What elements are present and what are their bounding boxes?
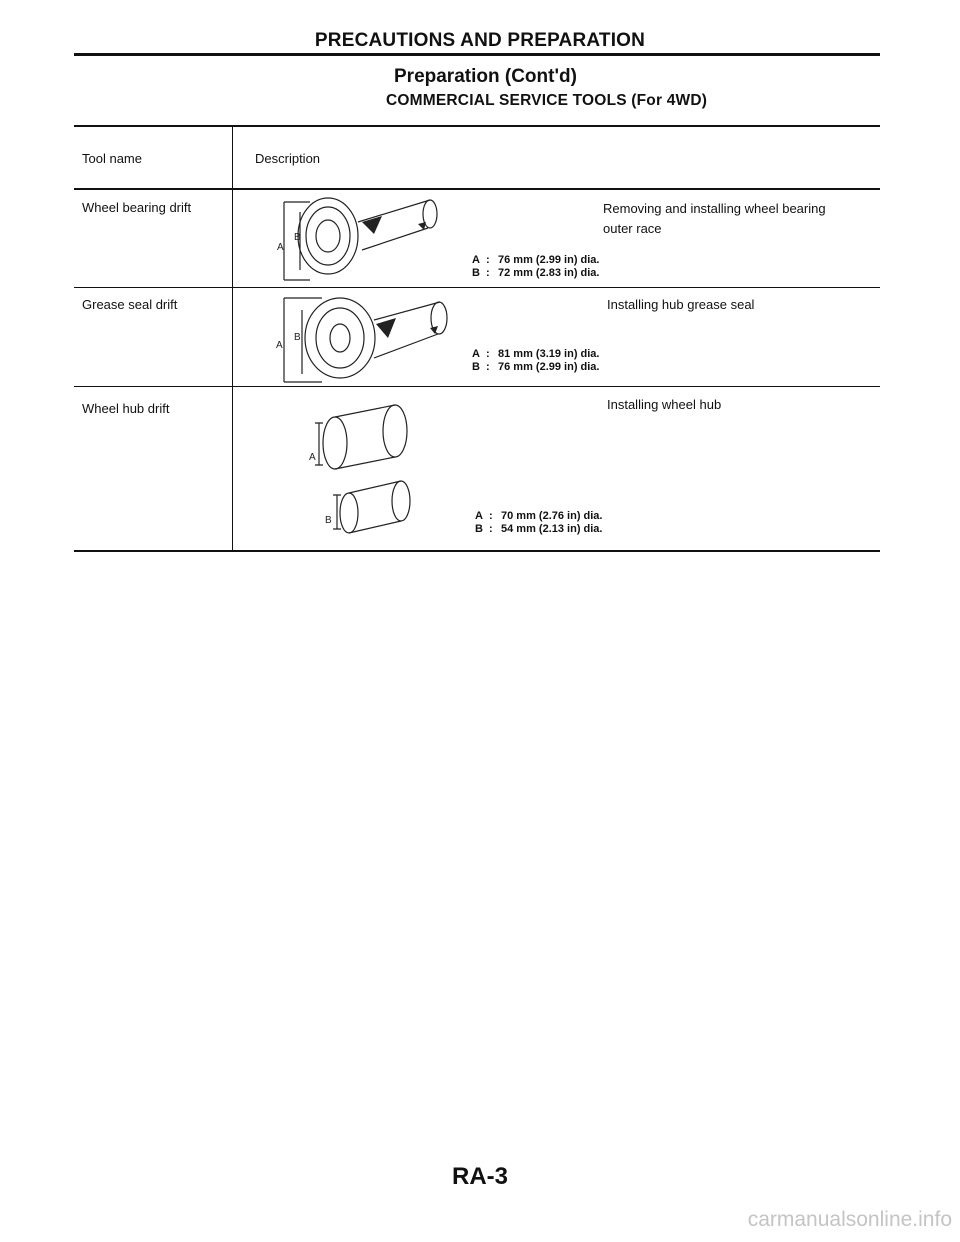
tool-name-grease-seal-drift: Grease seal drift (82, 297, 178, 312)
dimension-label-b: B (325, 515, 332, 526)
dimension-b-value: 76 mm (2.99 in) dia. (498, 361, 600, 373)
dimension-list: A : 76 mm (2.99 in) dia. B : 72 mm (2.83 in) dia. (472, 254, 600, 279)
tool-name-wheel-bearing-drift: Wheel bearing drift (82, 200, 192, 215)
dimension-label-a: A (277, 242, 284, 253)
grease-seal-drift-illustration (270, 292, 470, 387)
dimension-label-b: B (294, 332, 301, 343)
category-title: COMMERCIAL SERVICE TOOLS (For 4WD) (386, 92, 708, 109)
dimension-b-value: 72 mm (2.83 in) dia. (498, 267, 600, 279)
table-bottom-rule (74, 550, 880, 552)
description (607, 395, 867, 415)
header-rule (74, 53, 880, 56)
dimension-b-value: 54 mm (2.13 in) dia. (501, 523, 603, 535)
watermark: carmanualsonline.info (747, 1208, 952, 1231)
dimension-a-value: 81 mm (3.19 in) dia. (498, 348, 600, 360)
row-divider (74, 287, 880, 288)
description (603, 199, 863, 239)
column-header-tool-name: Tool name (82, 151, 142, 166)
table-top-rule (74, 125, 880, 127)
description (607, 295, 867, 315)
dimension-label-b: B (294, 232, 301, 243)
dimension-label-a: A (309, 452, 316, 463)
description-line: Installing wheel hub (607, 397, 722, 412)
page-number: RA-3 (451, 1163, 508, 1190)
wheel-hub-drift-illustration (305, 395, 445, 545)
dimension-label-a: A (276, 340, 283, 351)
row-divider (74, 386, 880, 387)
description-line: Removing and installing wheel bearing (603, 201, 826, 216)
column-header-description: Description (255, 151, 321, 166)
dimension-a-value: 76 mm (2.99 in) dia. (498, 254, 600, 266)
page-subtitle: Preparation (Cont'd) (394, 66, 577, 87)
dimension-a-value: 70 mm (2.76 in) dia. (501, 510, 603, 522)
description-line: Installing hub grease seal (607, 297, 755, 312)
dimension-list: A : 70 mm (2.76 in) dia. B : 54 mm (2.13 in) dia. (475, 510, 603, 535)
description-line: outer race (603, 221, 662, 236)
dimension-list: A : 81 mm (3.19 in) dia. B : 76 mm (2.99 in) dia. (472, 348, 600, 373)
section-title: PRECAUTIONS AND PREPARATION (314, 30, 646, 51)
tool-name-wheel-hub-drift: Wheel hub drift (82, 401, 170, 416)
header-bottom-rule (74, 188, 880, 190)
wheel-bearing-drift-illustration (270, 192, 470, 287)
